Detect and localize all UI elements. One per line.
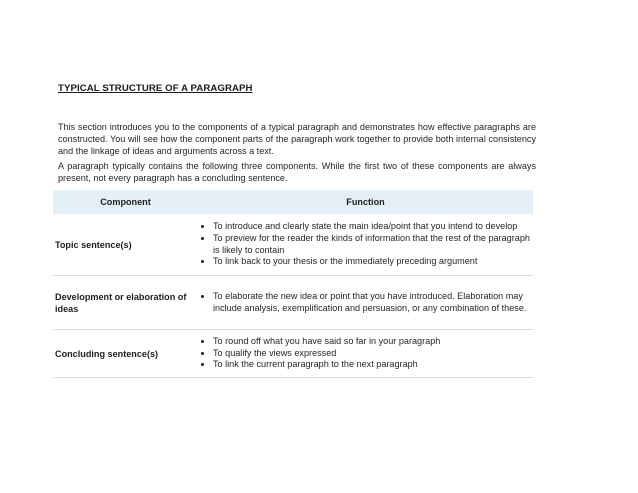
component-cell: Topic sentence(s) (55, 239, 132, 250)
header-function: Function (346, 197, 385, 207)
table-row (53, 330, 533, 378)
table-row (53, 276, 533, 330)
function-item: To link the current paragraph to the next paragraph (198, 359, 533, 371)
components-table (53, 190, 533, 378)
function-list (198, 276, 533, 329)
section-heading: TYPICAL STRUCTURE OF A PARAGRAPH (58, 83, 253, 94)
header-component: Component (100, 197, 151, 207)
function-list (198, 214, 533, 275)
function-list (198, 330, 533, 377)
function-item: To qualify the views expressed (198, 348, 533, 360)
function-item: To introduce and clearly state the main idea/point that you intend to develop (198, 221, 533, 233)
table-header-row (53, 190, 533, 214)
intro-paragraph: This section introduces you to the components of a typical paragraph and demonstrates how effective paragraphs are constructed. You will see how the component parts of the paragraph work together to provide both internal consistency and the linkage of ideas and arguments across a text. (58, 122, 536, 156)
function-item: To preview for the reader the kinds of information that the rest of the paragraph is likely to contain (198, 233, 533, 256)
component-cell: Concluding sentence(s) (55, 348, 159, 359)
function-item: To round off what you have said so far in your paragraph (198, 336, 533, 348)
function-item: To link back to your thesis or the immediately preceding argument (198, 256, 533, 268)
table-row (53, 214, 533, 276)
function-item: To elaborate the new idea or point that you have introduced. Elaboration may include analysis, exemplification and persuasion, or any combination of these. (198, 291, 533, 314)
components-paragraph: A paragraph typically contains the following three components. While the first two of these components are always present, not every paragraph has a concluding sentence. (58, 161, 536, 183)
component-cell: Development or elaboration of ideas (55, 291, 187, 314)
